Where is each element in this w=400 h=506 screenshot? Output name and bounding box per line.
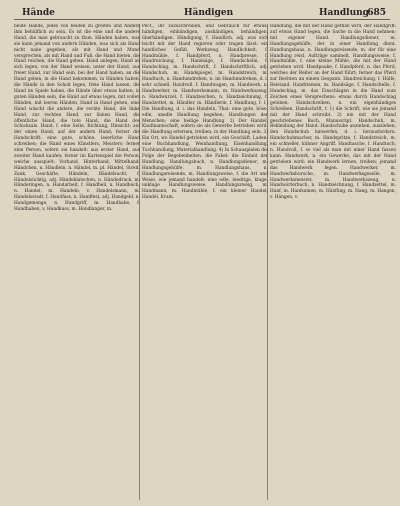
text-column-right (270, 24, 396, 502)
header-rule (14, 19, 390, 20)
running-head-center: Händigen (184, 8, 234, 18)
column-text: beide Hände, jedes von beiden zu greifen und Andere ihm behülflich zu sein. Es ist die eine und die andere Hand, die man gebraucht zu thun. Händen haben, was sie kann jemand von andern Händen, was sich als Hand nicht nahe gegeben, als mit Hand und Mund versprechen, als mit Hand und Fuß, die Hand bieten, die Hand reichen, die Hand geben. Hand anlegen, Hand an sich legen, von der Hand weisen, unter der Hand, aus freier Hand, zur Hand sein, bei der Hand haben, an die Hand geben, in die Hand bekommen, in Händen haben, die Hände in den Schoß legen, freie Hand lassen, die Hand im Spiele haben, die Hände über etwas halten, in guten Händen sein, die Hand auf etwas legen, mit vollen Händen, mit leeren Händen, Hand in Hand gehen, eine Hand wäscht die andere, die rechte Hand, die linke Hand, zur rechten Hand, zur linken Hand, die öffentliche Hand, die tote Hand, die Hand des Schicksals. Hand, f. eine Seite, Richtung, Hinsicht: auf der einen Hand, auf der andern Hand; ferner die Handschrift: eine gute, schöne, leserliche Hand schreiben; die Hand eines Künstlers, Meisters; ferner eine Person, sofern sie handelt: aus erster Hand, aus zweiter Hand kaufen; ferner im Kartenspiel die Person, welche ausspielt: Vorhand, Hinterhand, Mittelhand. Händchen, n. Händlein, n. Händel, m. pl. Händel, Streit, Zank, Geschäfte. Händeln, Händelsucht, f. Händelsüchtig, adj. Händeklatschen, n. Händedruck, m. Händeringen, n. Handarbeit, f. Handbeil, n. Handbuch, n. Handel, m. Handeln, v. Handelsmann, m. Handelsstadt, f. Handfass, n. Handfest, adj. Handgeld, n. Handgemenge, n. Handgriff, m. Handhabe, f. Handhaben, v. Handkuss, m. Handlanger, m. (14, 24, 140, 213)
text-column-left (14, 24, 140, 502)
text-column-middle (142, 24, 268, 502)
column-text: Pect., ihr zuzuschreiben, und Gebrauch für etwas: händigen, einhändigen, aushändigen, behändigen, überhändigen. Händigung, f. Handlich, adj. was sich leicht mit der Hand regieren oder tragen lässt: ein handliches Gefäß, Werkzeug. Handlichkeit, f. Handmühle, f. Handpferd, n. Handpresse, f. Handreichung, f. Handsäge, f. Handschelle, f. Handschlag, m. Handschrift, f. Handschriftlich, adj. Handschuh, m. Handspiegel, m. Handstreich, m. Handtuch, n. Handumdrehen, n. im Handumdrehen, d. i. sehr schnell. Handvoll, f. Handwagen, m. Handwerk, n. Handwerker, m. Handwerksmann, m. Handwerkszeug, n. Handwurzel, f. Handzeichen, n. Handzeichnung, f. Handzettel, m. Händler, m. Händlerin, f. Handlung, f. 1) Die Handlung, d. i. das Handeln, That: eine gute, böse, edle, unedle Handlung begehen; Handlungen der Menschen; eine heilige Handlung. 2) Der Handel, Kaufmannschaft, sofern sie als Gewerbe betrieben wird: die Handlung erlernen, treiben; in der Handlung sein. 3) Ein Ort, wo Handel getrieben wird, ein Geschäft, Laden: eine Buchhandlung, Weinhandlung, Eisenhandlung, Tuchhandlung, Materialhandlung. 4) In Schauspielen die Folge der Begebenheiten, die Fabel: die Einheit der Handlung. Handlungsbuch, n. Handlungsdiener, m. Handlungsgehülfe, m. Handlungshaus, n. Handlungsreisende, m. Handlungsweise, f. die Art und Weise, wie jemand handelt: eine edle, niedrige, kluge, unkluge Handlungsweise. Handlungszweig, m. Handmann, m. Handmühle, f. ein kleiner Handel; Handel, Kram. (142, 24, 268, 201)
running-head-left: Hände (22, 8, 55, 18)
column-text: Handlung, die mit der Hand gethan wird, der Handgriff: auf etwas Hand legen, die Sache in die Hand nehmen; mit eigener Hand. Handlungsdiener, m. Handlungsgehülfe, der in einer Handlung dient. Handlungshaus, n. Handlungsreisende, m. der für eine Handlung reist, Aufträge sammelt. Handlungsweise, f. Handmühle, f. eine kleine Mühle, die mit der Hand getrieben wird. Handpauke, f. Handpferd, n. das Pferd, welches der Reiter an der Hand führt; ferner das Pferd zur Rechten an einem Gespann. Handreichung, f. Hülfe, Beistand. Handriemen, m. Handsäge, f. Handschelle, f. Handschlag, m. das Einschlagen in die Hand zum Zeichen eines Versprechens: etwas durch Handschlag geloben. Handschreiben, n. ein eigenhändiges Schreiben. Handschrift, f. 1) die Schrift, wie sie jemand mit der Hand schreibt. 2) ein mit der Hand geschriebenes Buch, Manuscript. Handschuh, m. Bekleidung der Hand: Handschuhe anziehen, ausziehen; den Handschuh hinwerfen, d. i. herausfordern. Handschuhmacher, m. Handspritze, f. Handstreich, m. ein schneller, kühner Angriff. Handtasche, f. Handtuch, n. Handvoll, f. so viel als man mit einer Hand fassen kann. Handwerk, n. ein Gewerbe, das mit der Hand getrieben wird: ein Handwerk lernen, treiben; jemand das Handwerk legen. Handwerker, m. Handwerksbursche, m. Handwerksgeselle, m. Handwerksmeister, m. Handwerkszeug, n. Handwörterbuch, n. Handzeichnung, f. Handzettel, m. Hanf, m. Hanfsamen, m. Hänfling, m. Hang, m. Hangen, v. Hängen, v. (270, 24, 396, 201)
running-head-right: Handlung (319, 8, 369, 18)
page-number: 685 (367, 8, 386, 18)
